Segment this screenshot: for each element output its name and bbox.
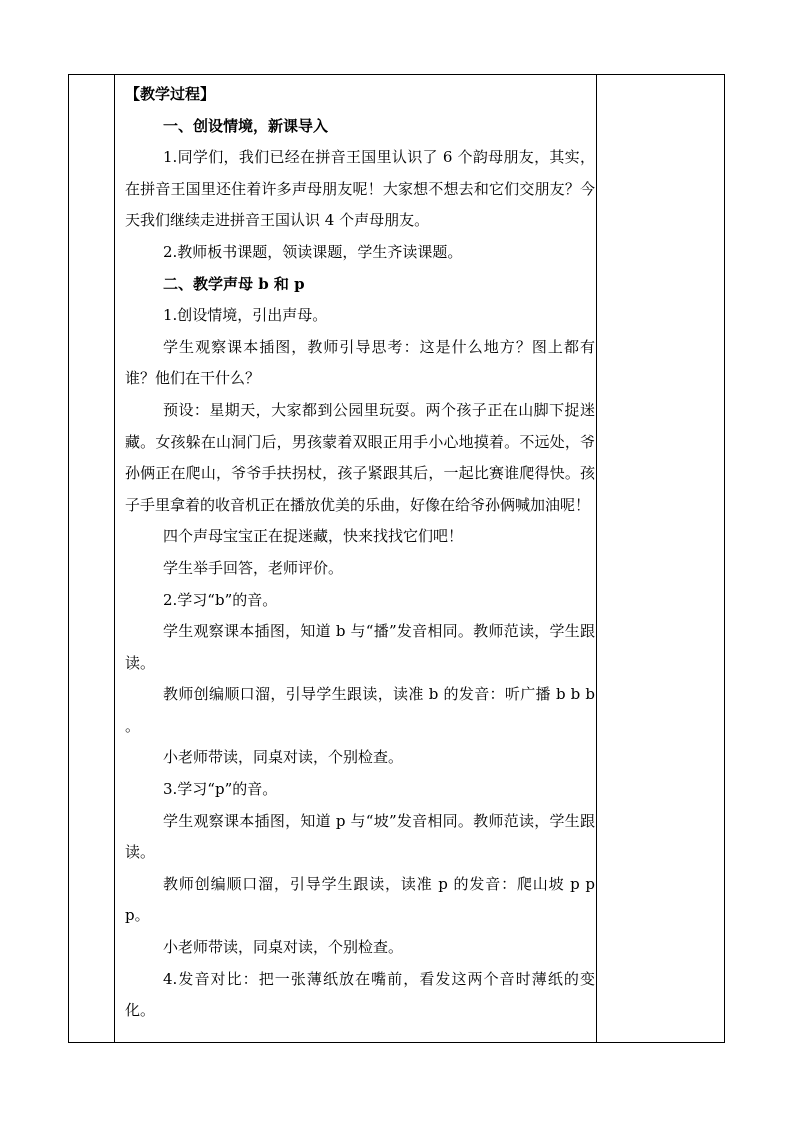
column-divider-right <box>596 75 597 1042</box>
column-divider-left <box>114 75 115 1042</box>
lesson-content <box>125 79 595 1027</box>
paragraph: 学生观察课本插图，知道 b 与“播”发音相同。教师范读，学生跟读。 <box>125 622 595 672</box>
paragraph: 2.教师板书课题，领读课题，学生齐读课题。 <box>163 242 463 261</box>
paragraph: 3.学习“p”的音。 <box>163 780 278 799</box>
paragraph: 小老师带读，同桌对读，个别检查。 <box>163 938 404 957</box>
paragraph-list <box>125 111 595 1027</box>
paragraph: 教师创编顺口溜，引导学生跟读，读准 b 的发音：听广播 b b b 。 <box>125 685 595 735</box>
section-heading: 二、教学声母 b 和 p <box>163 274 305 293</box>
paragraph: 1.创设情境，引出声母。 <box>163 306 328 325</box>
paragraph: 2.学习“b”的音。 <box>163 590 278 609</box>
paragraph: 四个声母宝宝正在捉迷藏，快来找找它们吧！ <box>163 527 464 546</box>
paragraph: 4.发音对比：把一张薄纸放在嘴前，看发这两个音时薄纸的变化。 <box>125 969 595 1020</box>
paragraph: 学生观察课本插图，教师引导思考：这是什么地方？图上都有谁？他们在干什么？ <box>125 337 595 388</box>
section-heading: 一、创设情境，新课导入 <box>163 116 329 135</box>
paragraph: 1.同学们，我们已经在拼音王国里认识了 6 个韵母朋友，其实，在拼音王国里还住着许多声母朋友呢！大家想不想去和它们交朋友？今天我们继续走进拼音王国认识 4 个声母朋友。 <box>125 148 595 230</box>
paragraph: 小老师带读，同桌对读，个别检查。 <box>163 748 404 767</box>
paragraph: 预设：星期天，大家都到公园里玩耍。两个孩子正在山脚下捉迷藏。女孩躲在山洞门后，男孩蒙着双眼正用手小心地摸着。不远处，爷孙俩正在爬山，爷爷手扶拐杖，孩子紧跟其后，一起比赛谁爬得快。孩子手里拿着的收音机正在播放优美的乐曲，好像在给爷孙俩喊加油呢！ <box>125 400 595 514</box>
section-title: 【教学过程】 <box>125 85 216 103</box>
paragraph: 教师创编顺口溜，引导学生跟读，读准 p 的发音：爬山坡 p p p。 <box>125 874 595 925</box>
paragraph: 学生观察课本插图，知道 p 与“坡”发音相同。教师范读，学生跟读。 <box>125 811 595 862</box>
lesson-table <box>68 74 725 1043</box>
paragraph: 学生举手回答，老师评价。 <box>163 558 344 577</box>
